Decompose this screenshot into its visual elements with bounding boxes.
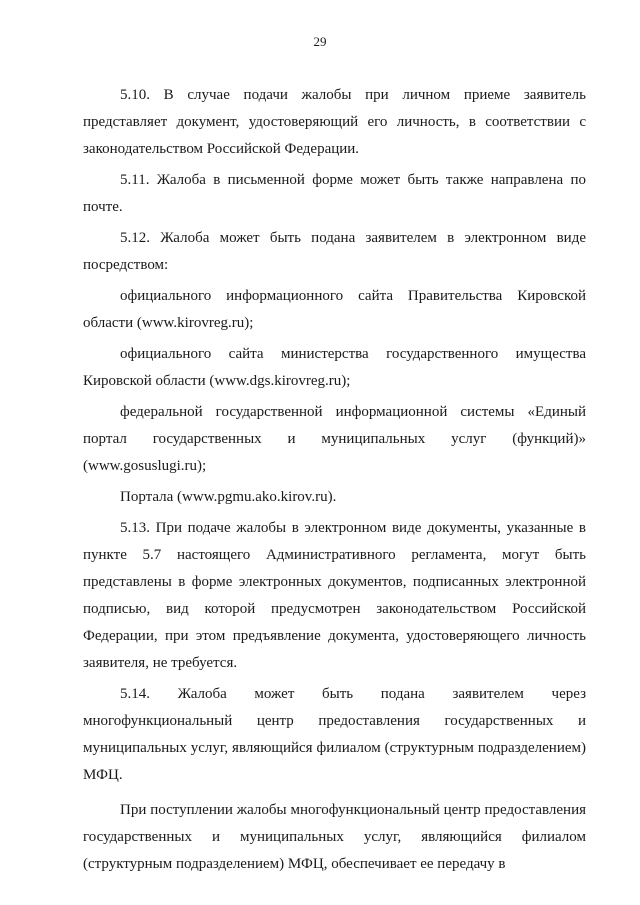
page-number: 29 [313, 34, 327, 49]
list-item-kirovreg: официального информационного сайта Правительства Кировской области (www.kirovreg.ru); [83, 288, 586, 331]
paragraph-5-14: 5.14. Жалоба может быть подана заявителем через многофункциональный центр предоставления государственных и муниципальных услуг, являющийся филиалом (структурным подразделением) МФЦ. [83, 686, 586, 783]
document-body [83, 82, 586, 878]
list-item-gosuslugi: федеральной государственной информационной системы «Единый портал государственных и муниципальных услуг (функций)» (www.gosuslugi.ru); [83, 404, 586, 474]
paragraph-5-13: 5.13. При подаче жалобы в электронном виде документы, указанные в пункте 5.7 настоящего Административного регламента, могут быть представлены в форме электронных документов, подписанных электронной подписью, вид которой предусмотрен законодательством Российской Федерации, при этом предъявление документа, удостоверяющего личность заявителя, не требуется. [83, 520, 586, 671]
paragraph-5-11: 5.11. Жалоба в письменной форме может быть также направлена по почте. [83, 172, 586, 215]
paragraph-5-10: 5.10. В случае подачи жалобы при личном приеме заявитель представляет документ, удостоверяющий его личность, в соответствии с законодательством Российской Федерации. [83, 87, 586, 157]
paragraph-5-12: 5.12. Жалоба может быть подана заявителем в электронном виде посредством: [83, 230, 586, 273]
paragraph-mfc-transfer: При поступлении жалобы многофункциональный центр предоставления государственных и муниципальных услуг, являющийся филиалом (структурным подразделением) МФЦ, обеспечивает ее передачу в [83, 802, 586, 872]
list-item-pgmu: Портала (www.pgmu.ako.kirov.ru). [120, 489, 337, 505]
list-item-dgs: официального сайта министерства государственного имущества Кировской области (www.dgs.kirovreg.ru); [83, 346, 586, 389]
